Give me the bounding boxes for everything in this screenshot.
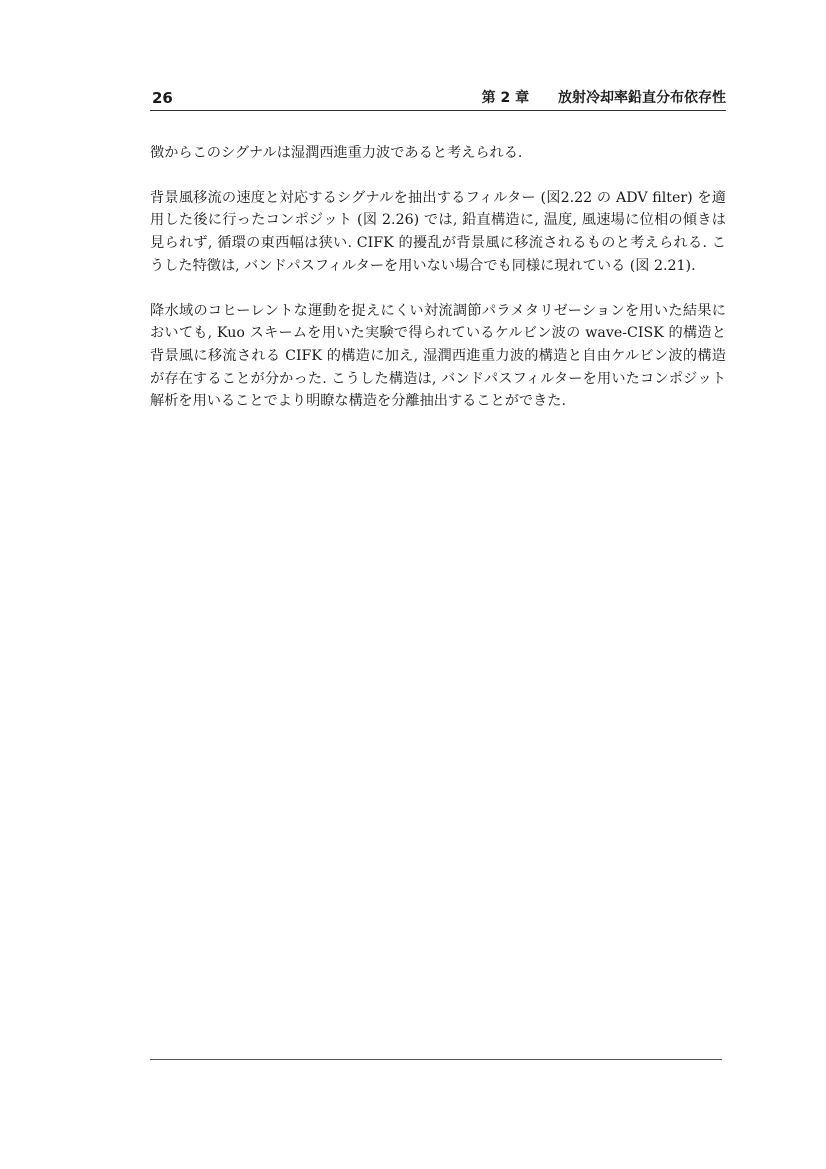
paragraph-1: 徴からこのシグナルは湿潤西進重力波であると考えられる. (150, 145, 523, 161)
running-head (482, 88, 726, 108)
footer-rule (150, 1059, 722, 1060)
page-number: 26 (152, 89, 173, 107)
chapter-title: 放射冷却率鉛直分布依存性 (558, 90, 726, 106)
page-header (150, 88, 726, 111)
paragraph-3: 降水域のコヒーレントな運動を捉えにくい対流調節パラメタリゼーションを用いた結果においても, Kuo スキームを用いた実験で得られているケルビン波の wave-CISK 的構造と背景風に移流される CIFK 的構造に加え, 湿潤西進重力波的構造と自由ケルビン波的構造が存在することが分かった. こうした構造は, バンドパスフィルターを用いたコンポジット解析を用いることでより明瞭な構造を分離抽出することができた. (150, 302, 726, 410)
chapter-number: 第 2 章 (481, 90, 530, 106)
paragraph-2: 背景風移流の速度と対応するシグナルを抽出するフィルター (図2.22 の ADV filter) を適用した後に行ったコンポジット (図 2.26) では, 鉛直構造に, 温度, 風速場に位相の傾きは見られず, 循環の東西幅は狭い. CIFK 的擾乱が背景風に移流されるものと考えられる. こうした特徴は, バンドパスフィルターを用いない場合でも同様に現れている (図 2.21). (150, 189, 726, 274)
body-text (150, 142, 726, 435)
